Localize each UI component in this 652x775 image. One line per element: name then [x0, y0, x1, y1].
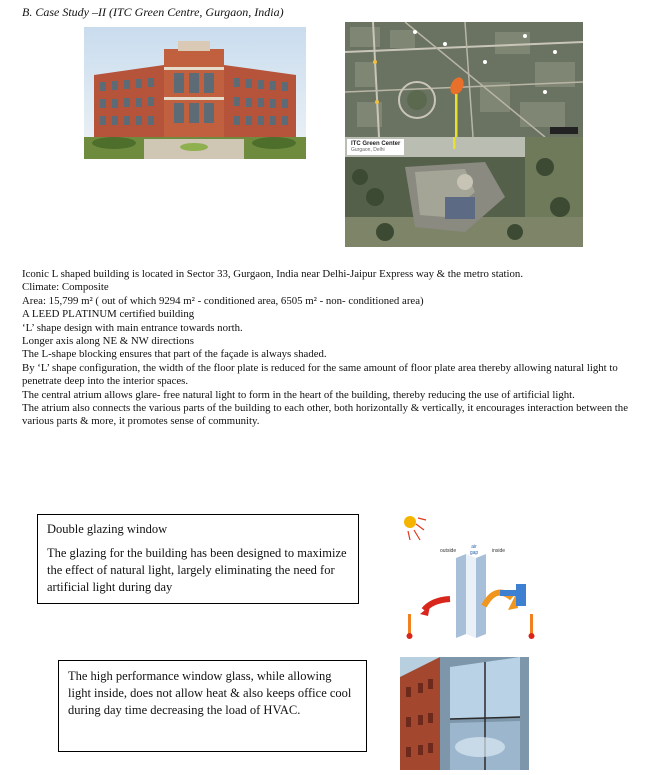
- paragraph: The central atrium allows glare- free natural light to form in the heart of the building, thereby reducing the use of artificial light.: [22, 388, 575, 401]
- paragraph: Iconic L shaped building is located in Sector 33, Gurgaon, India near Delhi-Jaipur Express way & the metro station.: [22, 268, 524, 280]
- air-gap-label: air gap: [469, 544, 479, 556]
- description-text: [22, 268, 632, 429]
- paragraph: The atrium also connects the various parts of the building to each other, both horizontally & vertically, it encourages interaction between the various parts & more, it promotes sense of community.: [22, 402, 628, 428]
- inside-label: inside: [492, 548, 506, 554]
- double-glazing-box: [37, 514, 359, 604]
- paragraph: A LEED PLATINUM certified building: [22, 308, 195, 321]
- box-title: Double glazing window: [47, 522, 168, 536]
- outside-label: outside: [440, 548, 457, 554]
- paragraph: Area: 15,799 m² ( out of which 9294 m² - conditioned area, 6505 m² - non- conditioned area): [22, 294, 424, 307]
- window-glass-box: [58, 660, 367, 752]
- building-photo: [84, 27, 306, 159]
- map-place-label: ITC Green Center Gurgaon, Delhi: [347, 139, 404, 155]
- satellite-map: [345, 137, 583, 247]
- paragraph: The L-shape blocking ensures that part of the façade is always shaded.: [22, 348, 327, 361]
- glass-facade-photo: [400, 657, 529, 770]
- paragraph: By ‘L’ shape configuration, the width of the floor plate is reduced for the same amount of floor plate area thereby allowing natural light to penetrate deep into the interior spaces.: [22, 361, 618, 388]
- box-text: The high performance window glass, while allowing light inside, does not allow heat & also keeps office cool during day time decreasing the load of HVAC.: [68, 669, 352, 717]
- paragraph: Climate: Composite: [22, 281, 109, 294]
- section-heading: B. Case Study –II (ITC Green Centre, Gurgaon, India): [22, 5, 284, 19]
- box-text: The glazing for the building has been designed to maximize the effect of natural light, largely eliminating the need for artificial light during day: [47, 546, 347, 594]
- double-glazing-diagram: [400, 514, 542, 644]
- paragraph: Longer axis along NE & NW directions: [22, 335, 194, 348]
- location-map: [345, 22, 583, 137]
- paragraph: ‘L’ shape design with main entrance towards north.: [22, 321, 243, 334]
- sun-icon: [404, 516, 426, 540]
